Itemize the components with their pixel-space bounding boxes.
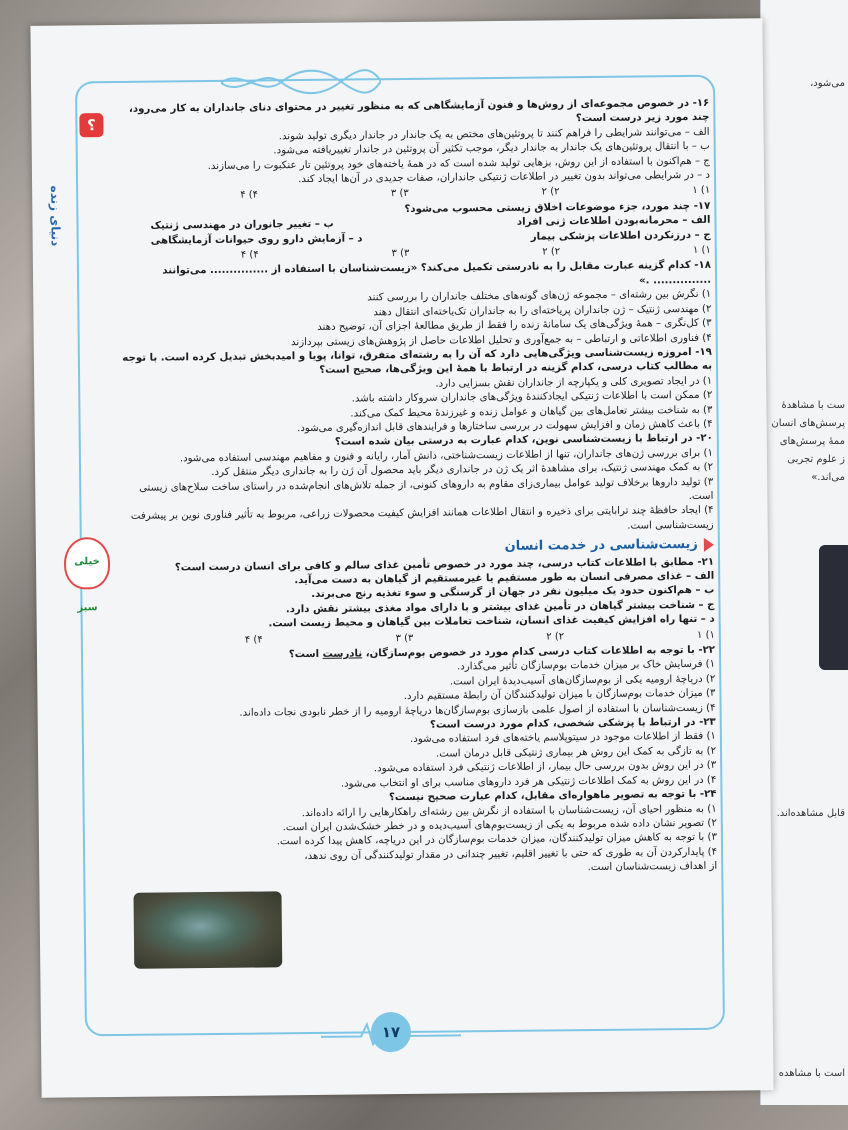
answer-choice: ۴) ۴ — [244, 634, 263, 646]
answer-choice: ۴) ۴ — [240, 189, 259, 202]
question-stem: ۱۷- چند مورد، جزء موضوعات اخلاق زیستی محسوب می‌شود؟ — [404, 200, 711, 215]
next-page-text: پرسش‌های انسان — [771, 418, 845, 429]
satellite-image-lake — [133, 891, 282, 969]
answer-choice: ۱) ۱ — [696, 629, 715, 641]
question-stem: ۱۶- در خصوص مجموعه‌ای از روش‌ها و فنون آزمایشگاهی که به منظور تغییر در محتوای دنای جانداران به کار می‌رود، چند مورد زیر درست است؟ — [128, 97, 710, 125]
dna-helix-icon — [221, 66, 381, 98]
question-option: ۲) مهندسی ژنتیک – ژن جانداران پریاخته‌ای را به جانداران تک‌یاخته‌ای انتقال دهند — [373, 303, 712, 318]
question-option: د – تنها راه افزایش کیفیت غذای انسان، شناخت تعاملات بین گیاهان و محیط زیست است. — [268, 613, 715, 630]
question-option: ۳) به شناخت بیشتر تعامل‌های بین گیاهان و عوامل زنده و غیرزندهٔ محیط کمک می‌کند. — [350, 404, 713, 420]
next-page-text: است با مشاهده — [778, 1068, 845, 1079]
question-option: ۲) تصویر نشان داده شده مربوط به یکی از زیست‌بوم‌های آسیب‌دیده و در خطر خشک‌شدن ایران است. — [282, 817, 717, 834]
chapter-side-title: دنیای زنده — [48, 185, 63, 247]
next-page-edge — [760, 0, 848, 1105]
question-option: ۴) ایجاد حافظهٔ چند ترابایتی برای ذخیره و انتقال اطلاعات همانند افزایش کیفیت محصولات زراعی، مربوط به تأثیر فناوری نوین بر پیشرفت زیست‌شناسی است. — [130, 505, 714, 532]
question-option: ب – تغییر جانوران در مهندسی ژنتیک — [150, 218, 334, 232]
question-option: ۲) ممکن است با اطلاعات ژنتیکی ایجادکنندهٔ ویژگی‌های جانداران سروکار داشته باشد. — [351, 389, 713, 405]
answer-choice: ۱) ۱ — [692, 185, 711, 197]
question-option: ۴) فناوری اطلاعاتی و ارتباطی – به جمع‌آوری و تحلیل اطلاعات حاصل از پژوهش‌های زیستی بپردازند — [290, 332, 712, 348]
question-option: الف – غذای مصرفی انسان به طور مستقیم یا غیرمستقیم از گیاهان به دست می‌آید. — [294, 570, 715, 587]
publisher-logo: خیلی سبز — [64, 537, 111, 589]
question-option: ۲) به تازگی به کمک این روش هر بیماری ژنتیکی قابل درمان است. — [435, 745, 717, 760]
answer-choice: ۴) ۴ — [240, 249, 259, 261]
question-option: الف – می‌توانند شرایطی را فراهم کنند تا پروتئین‌های مختص به یک جاندار در جاندار دیگری تولید شوند. — [278, 126, 710, 143]
question-option: ج – درزنکردن اطلاعات پزشکی بیمار — [530, 229, 711, 243]
questions-content — [111, 97, 717, 881]
page-number: ۱۷ — [371, 1012, 411, 1052]
question-stem-part: ۲۲- با توجه به اطلاعات کتاب درسی کدام مورد در خصوص بوم‌سازگان، — [362, 644, 716, 660]
next-page-text: می‌شود، — [810, 78, 845, 89]
question-option: ۳) تولید داروها برخلاف تولید عوامل بیماری‌زای مقاوم به داروهای کنونی، از جمله تلاش‌های انجام‌شده در راستای ساخت سلاح‌های زیستی است. — [138, 476, 714, 502]
answer-choice: ۲) ۲ — [541, 186, 560, 198]
book-page — [30, 18, 773, 1098]
next-page-photo — [819, 545, 848, 670]
question-stem-emphasis: نادرست — [322, 648, 363, 660]
answer-choice: ۳) ۳ — [395, 632, 414, 644]
question-option: ۱) برای بررسی ژن‌های جانداران، تنها از اطلاعات زیست‌شناختی، دانش آمار، رایانه و فنون و مفاهیم مهندسی استفاده می‌شود. — [179, 447, 713, 465]
answer-choice: ۳) ۳ — [390, 188, 409, 200]
next-page-text: ز علوم تجربی — [787, 454, 845, 465]
question-option: ۴) زیست‌شناسان با استفاده از اصول علمی بازسازی بوم‌سازگان‌ها دریاچهٔ ارومیه را از خطر نابودی نجات داده‌اند. — [239, 702, 716, 719]
question-option: ج – شناخت بیشتر گیاهان در تأمین غذای بیشتر و با دارای مواد مغذی بیشتر نقش دارد. — [285, 599, 715, 616]
question-option: ۱) نگرش بین رشته‌ای – مجموعه ژن‌های گونه‌های مختلف جانداران را بررسی کنند — [367, 289, 712, 304]
question-option: ۱) در ایجاد تصویری کلی و یکپارچه از جانداران نقش بسزایی دارد. — [435, 375, 713, 390]
question-option: ج – هم‌اکنون با استفاده از این روش، بزهایی تولید شده است که در همهٔ یاخته‌های خود پروتئین تار عنکبوت را می‌سازند. — [207, 155, 710, 172]
question-stem: ۱۹- امروزه زیست‌شناسی ویژگی‌هایی دارد که آن را به رشته‌ای متفرق، توانا، پویا و امیدبخش تبدیل کرده است. با توجه به مطالب کتاب درسی، کدام گزینه در ارتباط با همهٔ این ویژگی‌ها، صحیح است؟ — [122, 346, 713, 377]
question-option: د – آزمایش دارو روی حیوانات آزمایشگاهی — [150, 233, 363, 247]
next-page-text: ست با مشاهدهٔ — [781, 400, 845, 411]
question-option: ۴) در این روش به کمک اطلاعات ژنتیکی هر فرد داروهای مناسب برای او انتخاب می‌شود. — [340, 774, 717, 790]
answer-choice: ۲) ۲ — [546, 630, 565, 643]
question-option: د – در شرایطی می‌تواند بدون تغییر در اطلاعات ژنتیکی جانداران، صفات جدیدی در آن‌ها ایجاد کند. — [298, 169, 711, 186]
question-option: ۳) کل‌نگری – همهٔ ویژگی‌های یک سامانهٔ زنده را فقط از طریق مطالعهٔ اجزای آن، توضیح دهند — [317, 317, 712, 333]
question-option: ۱) فرسایش خاک بر میزان خدمات بوم‌سازگان تأثیر می‌گذارد. — [456, 659, 716, 673]
section-heading: زیست‌شناسی در خدمت انسان — [116, 538, 714, 559]
answer-choice: ۱) ۱ — [692, 244, 711, 256]
next-page-text: می‌اند.» — [811, 472, 845, 483]
question-option: الف – محرمانه‌بودن اطلاعات ژنی افراد — [516, 215, 711, 229]
section-arrow-icon — [704, 538, 714, 552]
question-stem: ۲۱- مطابق با اطلاعات کتاب درسی، چند مورد در خصوص تأمین غذای سالم و کافی برای انسان درست است؟ — [174, 556, 715, 573]
question-badge-icon: ؟ — [79, 113, 103, 137]
question-stem: ۲۳- در ارتباط با پزشکی شخصی، کدام مورد درست است؟ — [429, 716, 716, 731]
question-stem: ۱۸- کدام گزینه عبارت مقابل را به نادرستی تکمیل می‌کند؟ «زیست‌شناسان با استفاده از ............... می‌توانند ............... .» — [162, 260, 712, 287]
question-option: ۳) در این روش بدون بررسی حال بیمار، از اطلاعات ژنتیکی فرد استفاده می‌شود. — [373, 760, 717, 775]
answer-choice: ۲) ۲ — [542, 246, 561, 258]
question-option: ب – هم‌اکنون حدود یک میلیون نفر در جهان از گرسنگی و سوء تغذیه رنج می‌برند. — [311, 585, 715, 601]
answer-choice: ۳) ۳ — [391, 247, 410, 260]
question-option: ۳) میزان خدمات بوم‌سازگان با میزان تولیدکنندگان آن رابطهٔ مستقیم دارد. — [403, 687, 716, 703]
next-page-text: ممهٔ پرسش‌های — [779, 436, 845, 447]
question-option: ب – با انتقال پروتئین‌های یک جاندار به جاندار دیگر، موجب تکثیر آن پروتئین در جاندار تغییریافته می‌شود. — [273, 140, 710, 157]
question-option: ۲) دریاچهٔ ارومیه یکی از بوم‌سازگان‌های آسیب‌دیدهٔ ایران است. — [449, 673, 716, 688]
question-option: ۲) به کمک مهندسی ژنتیک، برای مشاهدهٔ اثر یک ژن در جانداری دیگر باید محصول آن ژن را به جانداری دیگر منتقل کرد. — [211, 461, 714, 479]
question-option: ۴) باعث کاهش زمان و افزایش سهولت در بررسی ساختارها و فرایندهای قابل اندازه‌گیری می‌شود. — [297, 418, 713, 435]
question-option: ۱) به منظور احیای آن، زیست‌شناسان با استفاده از نگرش بین رشته‌ای راهکارهایی را ارائه داده‌اند. — [301, 803, 717, 819]
question-option: ۱) فقط از اطلاعات موجود در سیتوپلاسم یاخته‌های فرد استفاده می‌شود. — [409, 731, 716, 746]
question-stem: ۲۰- در ارتباط با زیست‌شناسی نوین، کدام عبارت به درستی بیان شده است؟ — [334, 433, 713, 449]
question-option: ۴) پایدارکردن آن به طوری که حتی با تغییر اقلیم، تغییر چندانی در مقدار تولیدکنندگی آن روی ندهد، — [304, 846, 718, 862]
question-option: ۳) با توجه به کاهش میزان تولیدکنندگان، میزان خدمات بوم‌سازگان در این دریاچه، کاهش پیدا کرده است. — [276, 832, 718, 848]
question-option: از اهداف زیست‌شناسان است. — [587, 860, 718, 874]
question-stem-part: است؟ — [288, 648, 323, 661]
question-stem: ۲۴- با توجه به تصویر ماهواره‌ای مقابل، کدام عبارت صحیح نیست؟ — [388, 788, 717, 804]
next-page-text: قابل مشاهده‌اند. — [776, 808, 845, 819]
